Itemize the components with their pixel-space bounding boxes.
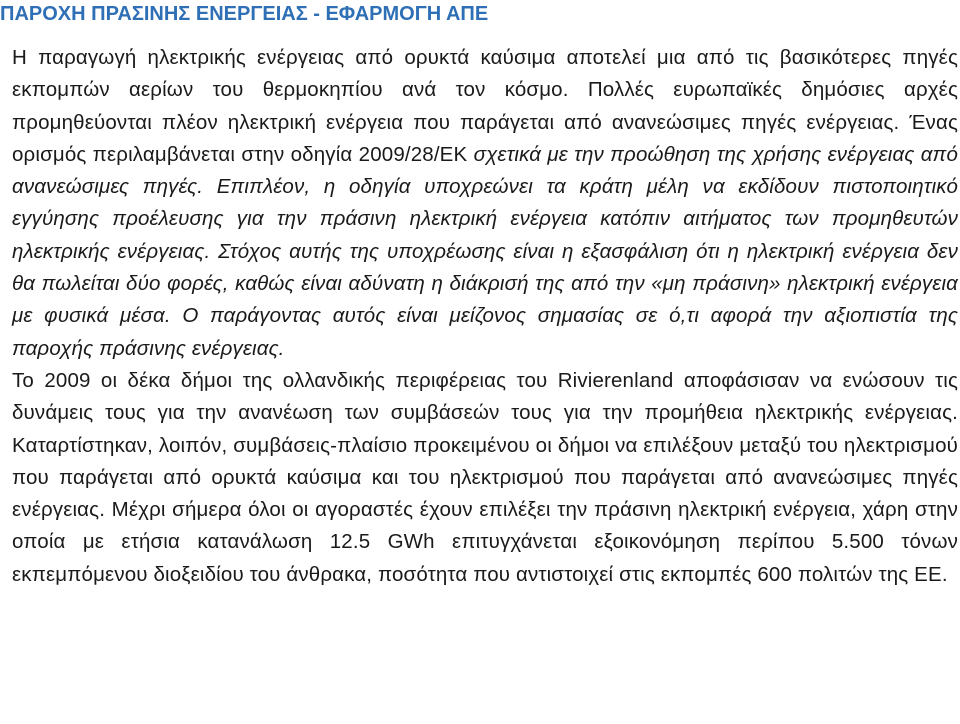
document-title: ΠΑΡΟΧΗ ΠΡΑΣΙΝΗΣ ΕΝΕΡΓΕΙΑΣ - ΕΦΑΡΜΟΓΗ ΑΠΕ <box>0 3 489 25</box>
paragraph-1-normal-text: Η παραγωγή ηλεκτρικής ενέργειας από ορυκτά καύσιμα αποτελεί μια από τις βασικότερες πηγές εκπομπών αερίων του θερμοκηπίου ανά τον κόσμο. Πολλές ευρωπαϊκές δημόσιες αρχές προμηθεύονται πλέον ηλεκτρική ενέργεια που παράγεται από ανανεώσιμες πηγές ενέργειας. Ένας ορισμός περιλαμβάνεται στην οδηγία 2009/28/ΕΚ <box>12 46 958 166</box>
paragraph-1-italic-text: σχετικά με την προώθηση της χρήσης ενέργειας από ανανεώσιμες πηγές. Επιπλέον, η οδηγία υποχρεώνει τα κράτη μέλη να εκδίδουν πιστοποιητικό εγγύησης προέλευσης για την πράσινη ηλεκτρική ενέργεια κατόπιν αιτήματος των προμηθευτών ηλεκτρικής ενέργειας. Στόχος αυτής της υποχρέωσης είναι η εξασφάλιση ότι η ηλεκτρική ενέργεια δεν θα πωλείται δύο φορές, καθώς είναι αδύνατη η διάκρισή της από την «μη πράσινη» ηλεκτρική ενέργεια με φυσικά μέσα. Ο παράγοντας αυτός είναι μείζονος σημασίας σε ό,τι αφορά την αξιοπιστία της παροχής πράσινης ενέργειας. <box>12 142 958 360</box>
paragraph-2: Το 2009 οι δέκα δήμοι της ολλανδικής περιφέρειας του Rivierenland αποφάσισαν να ενώσουν τις δυνάμεις τους για την ανανέωση των συμβάσεών τους για την προμήθεια ηλεκτρικής ενέργειας. Καταρτίστηκαν, λοιπόν, συμβάσεις-πλαίσιο προκειμένου οι δήμοι να επιλέξουν μεταξύ του ηλεκτρισμού που παράγεται από ορυκτά καύσιμα και του ηλεκτρισμού που παράγεται από ανανεώσιμες πηγές ενέργειας. Μέχρι σήμερα όλοι οι αγοραστές έχουν επιλέξει την πράσινη ηλεκτρική ενέργεια, χάρη στην οποία με ετήσια κατανάλωση 12.5 GWh επιτυγχάνεται εξοικονόμηση περίπου 5.500 τόνων εκπεμπόμενου διοξειδίου του άνθρακα, ποσότητα που αντιστοιχεί στις εκπομπές 600 πολιτών της ΕΕ. <box>12 368 958 586</box>
document-body <box>12 42 958 591</box>
paragraph-1 <box>12 42 958 365</box>
